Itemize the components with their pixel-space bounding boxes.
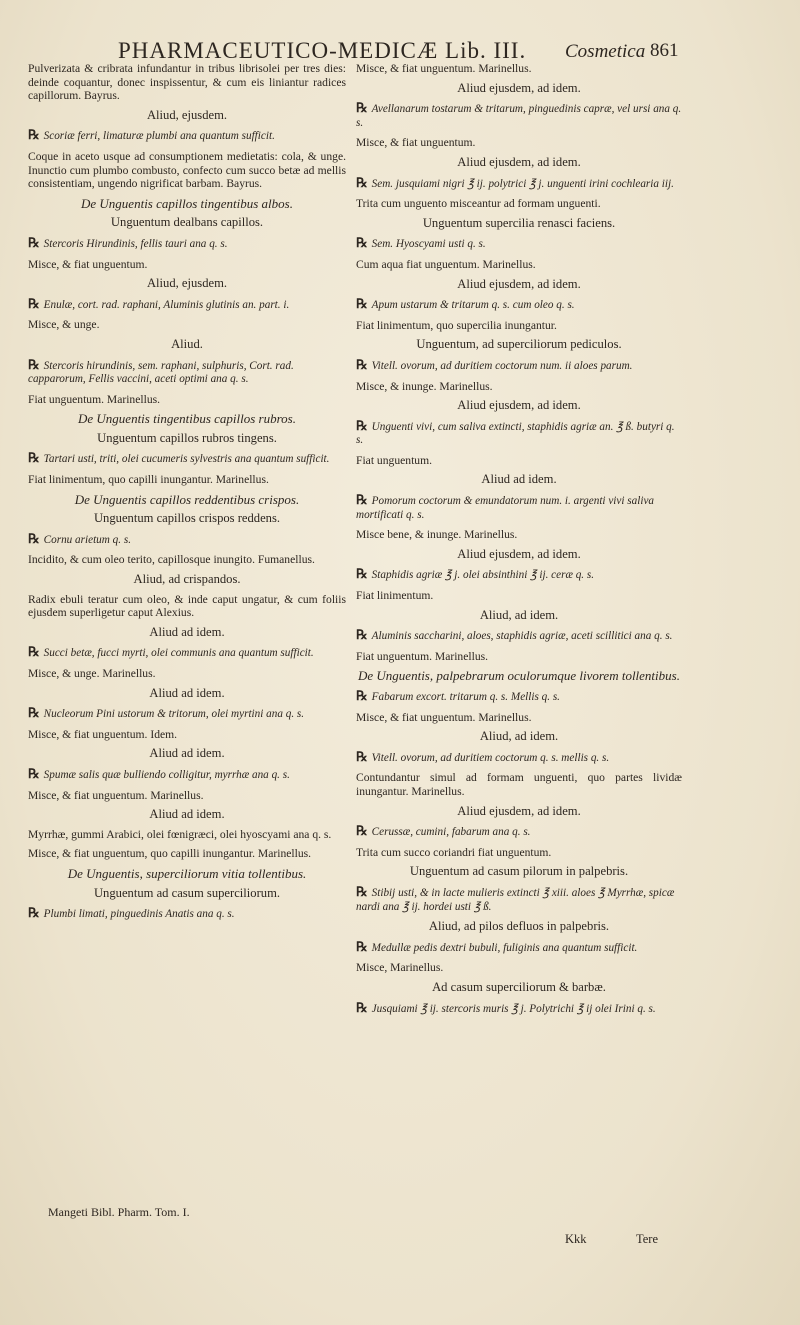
recipe-text: Sem. Hyoscyami usti q. s. [371, 238, 486, 251]
paragraph: Misce, & inunge. Marinellus. [356, 379, 493, 393]
recipe-symbol-icon: ℞ [356, 100, 368, 116]
recipe-symbol-icon: ℞ [356, 174, 368, 190]
section-heading: Aliud, ejusdem. [146, 276, 228, 291]
paragraph: Contundantur simul ad formam unguenti, quo partes lividæ inungantur. Marinellus. [356, 771, 682, 798]
signature-mark: Kkk [565, 1232, 587, 1246]
paragraph: Myrrhæ, gummi Arabici, olei fœnigræci, olei hyoscyami ana q. s. [28, 827, 332, 841]
recipe-line [28, 297, 346, 313]
recipe-line [356, 419, 682, 448]
recipe-line [28, 532, 346, 548]
page-number: 861 [650, 40, 679, 61]
recipe-text: Cornu arietum q. s. [43, 533, 131, 546]
recipe-symbol-icon: ℞ [28, 705, 40, 721]
section-heading: Unguentum capillos rubros tingens. [97, 430, 277, 445]
recipe-text: Aluminis saccharini, aloes, staphidis agriæ, aceti scillitici ana q. s. [371, 630, 673, 643]
section-heading: Aliud ejusdem, ad idem. [457, 80, 581, 95]
recipe-line [356, 1001, 682, 1017]
recipe-line [356, 628, 682, 644]
paragraph: Misce, & unge. Marinellus. [28, 667, 156, 680]
recipe-text: Cerussæ, cumini, fabarum ana q. s. [371, 826, 531, 839]
paragraph: Trita cum unguento misceantur ad formam unguenti. [356, 197, 601, 211]
recipe-text: Staphidis agriæ ℥ j. olei absinthini ℥ ij. ceræ q. s. [371, 569, 595, 582]
paragraph: Misce bene, & inunge. Marinellus. [356, 528, 518, 542]
recipe-symbol-icon: ℞ [28, 127, 40, 143]
recipe-line [356, 493, 682, 522]
recipe-symbol-icon: ℞ [356, 566, 368, 582]
paragraph: Fiat linimentum, quo capilli inungantur. Marinellus. [28, 473, 269, 487]
running-title: PHARMACEUTICO-MEDICÆ Lib. III. [118, 38, 527, 63]
recipe-text: Fabarum excort. tritarum q. s. Mellis q. s. [371, 691, 560, 703]
recipe-text: Plumbi limati, pinguedinis Anatis ana q. s. [43, 908, 235, 921]
recipe-line [28, 767, 346, 783]
catchword: Tere [636, 1232, 659, 1246]
recipe-symbol-icon: ℞ [28, 234, 40, 250]
paragraph: Misce, & fiat unguentum. [356, 136, 476, 150]
recipe-line [356, 101, 682, 130]
section-heading: Aliud ejusdem, ad idem. [457, 154, 581, 169]
recipe-symbol-icon: ℞ [28, 295, 40, 311]
section-heading: Aliud, ejusdem. [146, 107, 228, 122]
section-heading: Unguentum ad casum pilorum in palpebris. [409, 864, 629, 879]
section-heading: Aliud, ad crispandos. [133, 572, 241, 587]
recipe-symbol-icon: ℞ [356, 356, 368, 372]
section-heading: Aliud. [171, 336, 203, 351]
recipe-line [356, 567, 682, 583]
recipe-symbol-icon: ℞ [28, 356, 40, 372]
recipe-text: Apum ustarum & tritarum q. s. cum oleo q. s. [371, 299, 575, 312]
recipe-text: Jusquiami ℥ ij. stercoris muris ℥ j. Polytrichi ℥ ij olei Irini q. s. [371, 1002, 656, 1015]
recipe-line [356, 297, 682, 313]
recipe-text: Stercoris Hirundinis, fellis tauri ana q. s. [43, 237, 228, 250]
recipe-text: Unguenti vivi, cum saliva extincti, staphidis agriæ an. ℥ ß. butyri q. s. [356, 420, 675, 447]
paragraph: Fiat unguentum. Marinellus. [356, 649, 489, 663]
recipe-line [28, 906, 346, 922]
paragraph: Cum aqua fiat unguentum. Marinellus. [356, 257, 536, 271]
recipe-text: Enulæ, cort. rad. raphani, Aluminis glutinis an. part. i. [43, 298, 290, 311]
section-heading: Aliud ejusdem, ad idem. [457, 398, 581, 413]
section-heading: Aliud ad idem. [149, 746, 225, 761]
section-heading: Unguentum supercilia renasci faciens. [422, 215, 616, 230]
recipe-symbol-icon: ℞ [356, 235, 368, 251]
paragraph: Misce, & fiat unguentum. Idem. [28, 727, 178, 741]
recipe-line [28, 706, 346, 722]
footer-source: Mangeti Bibl. Pharm. Tom. I. [48, 1205, 190, 1219]
recipe-symbol-icon: ℞ [28, 905, 40, 921]
paragraph: Fiat linimentum, quo supercilia inungantur. [356, 318, 557, 332]
paragraph: Fiat unguentum. Marinellus. [28, 392, 161, 406]
paragraph: Misce, & fiat unguentum, quo capilli inungantur. Marinellus. [28, 847, 312, 861]
paragraph: Misce, & fiat unguentum. Marinellus. [356, 62, 532, 75]
recipe-symbol-icon: ℞ [356, 823, 368, 839]
paragraph: Trita cum succo coriandri fiat unguentum. [356, 845, 552, 859]
recipe-text: Vitell. ovorum, ad duritiem coctorum num. ii aloes parum. [371, 359, 633, 372]
section-heading: De Unguentis tingentibus capillos rubros. [78, 411, 296, 427]
section-heading: Aliud ad idem. [149, 685, 225, 700]
recipe-symbol-icon: ℞ [356, 417, 368, 433]
section-heading: De Unguentis, palpebrarum oculorumque livorem tollentibus. [358, 668, 680, 684]
paragraph: Misce, & fiat unguentum. Marinellus. [356, 710, 532, 724]
section-heading: Aliud ad idem. [149, 807, 225, 822]
section-heading: De Unguentis capillos reddentibus crispos. [74, 491, 300, 507]
recipe-line [356, 824, 682, 840]
recipe-line [356, 176, 682, 192]
section-heading: Unguentum, ad superciliorum pediculos. [416, 337, 622, 352]
recipe-line [356, 885, 682, 914]
paragraph: Misce, & fiat unguentum. [28, 257, 148, 271]
recipe-text: Avellanarum tostarum & tritarum, pinguedinis capræ, vel ursi ana q. s. [356, 103, 682, 129]
recipe-text: Pomorum coctorum & emundatorum num. i. argenti vivi saliva mortificati q. s. [356, 495, 655, 521]
recipe-line [356, 236, 682, 252]
recipe-line [28, 236, 346, 252]
paragraph: Fiat linimentum. [356, 589, 434, 603]
recipe-text: Sem. jusquiami nigri ℥ ij. polytrici ℥ j. unguenti irini cochlearia iij. [371, 177, 674, 190]
recipe-symbol-icon: ℞ [356, 492, 368, 508]
section-heading: Aliud ejusdem, ad idem. [457, 803, 581, 818]
right-column [356, 62, 682, 1022]
section-heading: Ad casum superciliorum & barbæ. [432, 979, 606, 994]
recipe-symbol-icon: ℞ [356, 688, 368, 703]
paragraph: Pulverizata & cribrata infundantur in tribus librisolei per tres dies: deinde coquantur, donec inspissentur, & cum eis liniantur radices capillorum. Bayrus. [28, 62, 346, 103]
paragraph: Fiat unguentum. [356, 453, 432, 467]
paragraph: Misce, & fiat unguentum. Marinellus. [28, 788, 204, 802]
paragraph: Radix ebuli teratur cum oleo, & inde caput ungatur, & cum foliis ejusdem superligetur caput Alexius. [28, 592, 346, 620]
recipe-symbol-icon: ℞ [356, 296, 368, 312]
section-heading: Aliud, ad idem. [479, 729, 559, 744]
recipe-line [356, 358, 682, 374]
recipe-text: Tartari usti, triti, olei cucumeris sylvestris ana quantum sufficit. [43, 453, 330, 466]
section-heading: Aliud ejusdem, ad idem. [457, 276, 581, 291]
recipe-symbol-icon: ℞ [28, 644, 40, 660]
recipe-line [28, 645, 346, 661]
recipe-text: Stercoris hirundinis, sem. raphani, sulphuris, Cort. rad. capparorum, Fellis vaccini, aceti optimi ana q. s. [28, 359, 294, 386]
recipe-line [28, 451, 346, 467]
recipe-line [356, 750, 682, 766]
recipe-text: Spumæ salis quæ bulliendo colligitur, myrrhæ ana q. s. [43, 768, 290, 781]
recipe-symbol-icon: ℞ [28, 530, 40, 546]
section-title: Cosmetica [565, 41, 646, 62]
section-heading: De Unguentis, superciliorum vitia tollentibus. [67, 865, 307, 881]
recipe-line [356, 689, 682, 705]
recipe-symbol-icon: ℞ [356, 999, 368, 1015]
section-heading: Aliud ad idem. [149, 624, 225, 639]
recipe-symbol-icon: ℞ [356, 938, 368, 954]
recipe-text: Vitell. ovorum, ad duritiem coctorum q. s. mellis q. s. [371, 751, 610, 764]
section-heading: Aliud ad idem. [481, 472, 557, 487]
section-heading: De Unguentis capillos tingentibus albos. [81, 195, 293, 211]
recipe-symbol-icon: ℞ [28, 765, 40, 781]
recipe-symbol-icon: ℞ [356, 627, 368, 643]
section-heading: Aliud ejusdem, ad idem. [457, 546, 581, 561]
recipe-symbol-icon: ℞ [28, 450, 40, 466]
section-heading: Unguentum capillos crispos reddens. [93, 511, 281, 526]
recipe-text: Stibij usti, & in lacte mulieris extincti ℥ xiii. aloes ℥ Myrrhæ, spicæ nardi ana ℥ ij. hordei usti ℥ ß. [356, 886, 675, 913]
section-heading: Unguentum ad casum superciliorum. [93, 885, 281, 900]
paragraph: Incidito, & cum oleo terito, capillosque inungito. Fumanellus. [28, 553, 315, 567]
section-heading: Aliud, ad pilos defluos in palpebris. [428, 919, 610, 934]
paragraph: Coque in aceto usque ad consumptionem medietatis: cola, & unge. Inunctio cum plumbo combusto, confecto cum succo betæ ad mellis consistentiam, ungendo nigrificat barbam. Bayrus. [28, 149, 346, 191]
recipe-line [28, 358, 346, 387]
left-column [28, 62, 346, 928]
section-heading: Aliud, ad idem. [479, 607, 559, 622]
recipe-text: Nucleorum Pini ustorum & tritorum, olei myrtini ana q. s. [43, 708, 305, 721]
recipe-symbol-icon: ℞ [356, 748, 368, 764]
recipe-text: Scoriæ ferri, limaturæ plumbi ana quantum sufficit. [43, 130, 275, 143]
paragraph: Misce, & unge. [28, 318, 100, 332]
recipe-text: Succi betæ, fucci myrti, olei communis ana quantum sufficit. [43, 647, 314, 660]
recipe-text: Medullæ pedis dextri bubuli, fuliginis ana quantum sufficit. [371, 941, 638, 954]
recipe-line [356, 940, 682, 956]
recipe-line [28, 128, 346, 144]
paragraph: Misce, Marinellus. [356, 961, 444, 975]
recipe-symbol-icon: ℞ [356, 883, 368, 899]
section-heading: Unguentum dealbans capillos. [110, 215, 264, 230]
